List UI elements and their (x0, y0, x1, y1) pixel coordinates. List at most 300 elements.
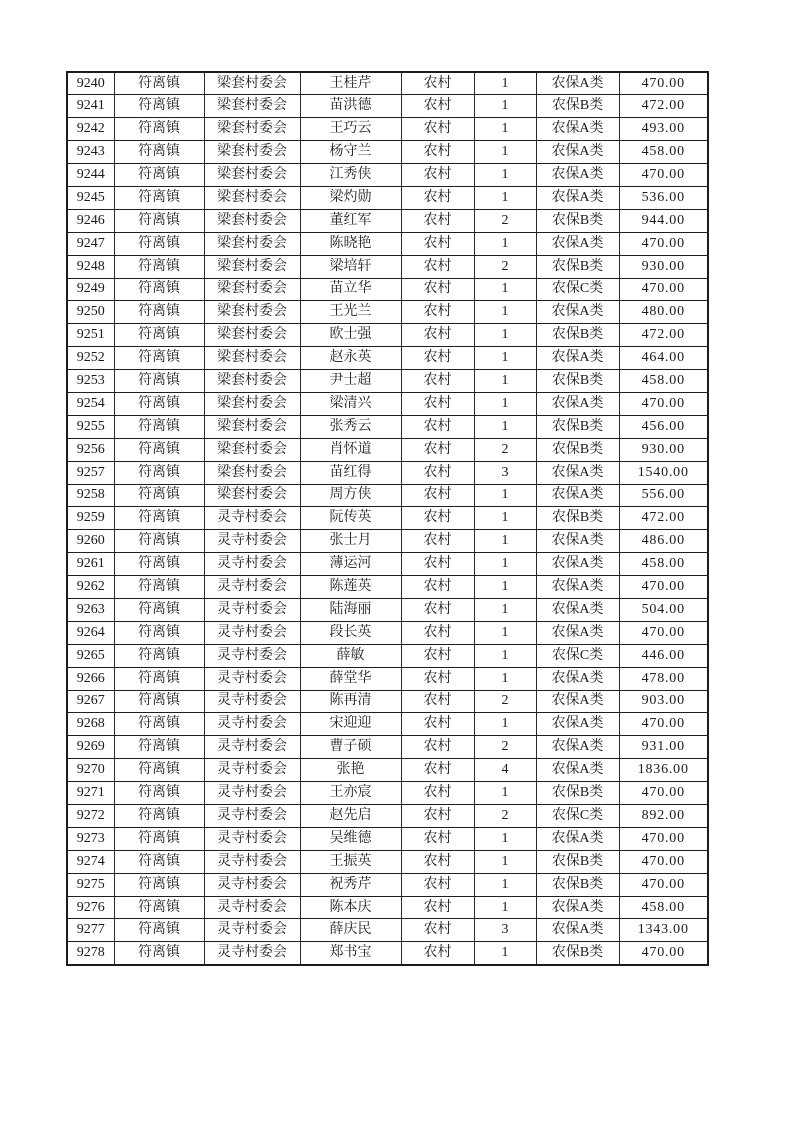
cell-amount: 472.00 (619, 324, 708, 347)
cell-amount: 470.00 (619, 164, 708, 187)
cell-amount: 1836.00 (619, 759, 708, 782)
cell-id: 9256 (67, 438, 114, 461)
cell-town: 符离镇 (114, 95, 204, 118)
cell-village: 灵寺村委会 (204, 782, 300, 805)
cell-town: 符离镇 (114, 484, 204, 507)
cell-person-name: 陈莲英 (300, 576, 401, 599)
cell-town: 符离镇 (114, 759, 204, 782)
cell-id: 9273 (67, 827, 114, 850)
cell-id: 9278 (67, 942, 114, 965)
cell-town: 符离镇 (114, 186, 204, 209)
cell-id: 9251 (67, 324, 114, 347)
cell-id: 9245 (67, 186, 114, 209)
cell-insurance-type: 农保A类 (536, 118, 619, 141)
cell-insurance-type: 农保A类 (536, 759, 619, 782)
cell-id: 9254 (67, 392, 114, 415)
table-row (67, 713, 708, 736)
cell-town: 符离镇 (114, 896, 204, 919)
table-row (67, 644, 708, 667)
records-table-body (67, 72, 708, 965)
cell-person-name: 薛堂华 (300, 667, 401, 690)
table-row (67, 576, 708, 599)
cell-village: 灵寺村委会 (204, 598, 300, 621)
cell-category: 农村 (401, 576, 474, 599)
cell-insurance-type: 农保B类 (536, 415, 619, 438)
cell-town: 符离镇 (114, 278, 204, 301)
cell-insurance-type: 农保A类 (536, 667, 619, 690)
cell-category: 农村 (401, 736, 474, 759)
cell-amount: 464.00 (619, 347, 708, 370)
cell-village: 灵寺村委会 (204, 759, 300, 782)
cell-category: 农村 (401, 644, 474, 667)
cell-insurance-type: 农保A类 (536, 164, 619, 187)
cell-insurance-type: 农保B类 (536, 942, 619, 965)
cell-town: 符离镇 (114, 667, 204, 690)
cell-category: 农村 (401, 621, 474, 644)
cell-amount: 504.00 (619, 598, 708, 621)
cell-count: 1 (474, 667, 536, 690)
cell-category: 农村 (401, 255, 474, 278)
cell-count: 3 (474, 461, 536, 484)
cell-category: 农村 (401, 667, 474, 690)
cell-amount: 930.00 (619, 438, 708, 461)
cell-insurance-type: 农保B类 (536, 507, 619, 530)
table-row (67, 667, 708, 690)
cell-person-name: 江秀侠 (300, 164, 401, 187)
cell-town: 符离镇 (114, 370, 204, 393)
cell-person-name: 尹士超 (300, 370, 401, 393)
table-row (67, 72, 708, 95)
cell-insurance-type: 农保C类 (536, 644, 619, 667)
cell-count: 2 (474, 438, 536, 461)
cell-count: 1 (474, 827, 536, 850)
cell-amount: 478.00 (619, 667, 708, 690)
cell-insurance-type: 农保B类 (536, 255, 619, 278)
cell-village: 梁套村委会 (204, 118, 300, 141)
cell-id: 9261 (67, 553, 114, 576)
cell-id: 9240 (67, 72, 114, 95)
cell-id: 9275 (67, 873, 114, 896)
cell-amount: 470.00 (619, 827, 708, 850)
cell-count: 4 (474, 759, 536, 782)
table-row (67, 164, 708, 187)
cell-id: 9276 (67, 896, 114, 919)
cell-town: 符离镇 (114, 736, 204, 759)
cell-count: 1 (474, 713, 536, 736)
cell-village: 灵寺村委会 (204, 736, 300, 759)
cell-village: 梁套村委会 (204, 484, 300, 507)
cell-person-name: 梁培轩 (300, 255, 401, 278)
cell-amount: 536.00 (619, 186, 708, 209)
cell-id: 9253 (67, 370, 114, 393)
cell-village: 灵寺村委会 (204, 621, 300, 644)
cell-village: 梁套村委会 (204, 164, 300, 187)
cell-insurance-type: 农保B类 (536, 873, 619, 896)
table-row (67, 736, 708, 759)
cell-insurance-type: 农保A类 (536, 598, 619, 621)
cell-village: 梁套村委会 (204, 392, 300, 415)
table-row (67, 141, 708, 164)
table-row (67, 415, 708, 438)
cell-category: 农村 (401, 598, 474, 621)
cell-count: 1 (474, 576, 536, 599)
cell-category: 农村 (401, 118, 474, 141)
cell-id: 9241 (67, 95, 114, 118)
cell-id: 9274 (67, 850, 114, 873)
table-row (67, 392, 708, 415)
cell-count: 1 (474, 392, 536, 415)
cell-town: 符离镇 (114, 805, 204, 828)
cell-category: 农村 (401, 347, 474, 370)
cell-insurance-type: 农保A类 (536, 141, 619, 164)
cell-id: 9277 (67, 919, 114, 942)
cell-person-name: 宋迎迎 (300, 713, 401, 736)
cell-person-name: 王桂芹 (300, 72, 401, 95)
cell-amount: 458.00 (619, 896, 708, 919)
cell-village: 梁套村委会 (204, 278, 300, 301)
cell-amount: 486.00 (619, 530, 708, 553)
cell-amount: 931.00 (619, 736, 708, 759)
cell-category: 农村 (401, 805, 474, 828)
cell-amount: 472.00 (619, 95, 708, 118)
cell-amount: 470.00 (619, 232, 708, 255)
cell-amount: 470.00 (619, 873, 708, 896)
cell-village: 灵寺村委会 (204, 667, 300, 690)
cell-village: 梁套村委会 (204, 209, 300, 232)
cell-count: 1 (474, 141, 536, 164)
table-row (67, 461, 708, 484)
table-row (67, 301, 708, 324)
cell-category: 农村 (401, 370, 474, 393)
cell-insurance-type: 农保A类 (536, 484, 619, 507)
cell-count: 2 (474, 736, 536, 759)
cell-person-name: 吴维德 (300, 827, 401, 850)
cell-count: 2 (474, 805, 536, 828)
cell-count: 1 (474, 553, 536, 576)
cell-person-name: 王光兰 (300, 301, 401, 324)
cell-insurance-type: 农保A类 (536, 576, 619, 599)
cell-person-name: 赵永英 (300, 347, 401, 370)
records-table (66, 71, 709, 966)
cell-insurance-type: 农保A类 (536, 347, 619, 370)
table-row (67, 209, 708, 232)
cell-category: 农村 (401, 530, 474, 553)
cell-insurance-type: 农保C类 (536, 805, 619, 828)
cell-person-name: 肖怀道 (300, 438, 401, 461)
cell-village: 梁套村委会 (204, 72, 300, 95)
cell-person-name: 周方侠 (300, 484, 401, 507)
cell-id: 9258 (67, 484, 114, 507)
cell-category: 农村 (401, 827, 474, 850)
cell-town: 符离镇 (114, 324, 204, 347)
cell-town: 符离镇 (114, 141, 204, 164)
cell-category: 农村 (401, 232, 474, 255)
cell-person-name: 段长英 (300, 621, 401, 644)
cell-count: 1 (474, 232, 536, 255)
cell-village: 灵寺村委会 (204, 919, 300, 942)
cell-insurance-type: 农保A类 (536, 621, 619, 644)
cell-amount: 470.00 (619, 850, 708, 873)
cell-count: 1 (474, 484, 536, 507)
cell-category: 农村 (401, 873, 474, 896)
cell-person-name: 薄运河 (300, 553, 401, 576)
table-row (67, 347, 708, 370)
cell-amount: 472.00 (619, 507, 708, 530)
cell-count: 1 (474, 118, 536, 141)
table-row (67, 95, 708, 118)
cell-person-name: 陈本庆 (300, 896, 401, 919)
cell-village: 灵寺村委会 (204, 690, 300, 713)
table-row (67, 782, 708, 805)
cell-insurance-type: 农保A类 (536, 392, 619, 415)
table-row (67, 186, 708, 209)
cell-village: 灵寺村委会 (204, 713, 300, 736)
cell-insurance-type: 农保A类 (536, 896, 619, 919)
table-row (67, 896, 708, 919)
cell-count: 1 (474, 598, 536, 621)
cell-amount: 493.00 (619, 118, 708, 141)
cell-town: 符离镇 (114, 690, 204, 713)
cell-person-name: 曹子硕 (300, 736, 401, 759)
cell-village: 灵寺村委会 (204, 553, 300, 576)
cell-category: 农村 (401, 553, 474, 576)
cell-village: 灵寺村委会 (204, 507, 300, 530)
cell-insurance-type: 农保A类 (536, 186, 619, 209)
cell-id: 9268 (67, 713, 114, 736)
cell-amount: 930.00 (619, 255, 708, 278)
cell-insurance-type: 农保B类 (536, 782, 619, 805)
cell-village: 灵寺村委会 (204, 850, 300, 873)
cell-id: 9248 (67, 255, 114, 278)
cell-amount: 470.00 (619, 576, 708, 599)
cell-category: 农村 (401, 392, 474, 415)
cell-amount: 458.00 (619, 553, 708, 576)
cell-town: 符离镇 (114, 530, 204, 553)
cell-category: 农村 (401, 461, 474, 484)
cell-town: 符离镇 (114, 576, 204, 599)
cell-category: 农村 (401, 324, 474, 347)
table-row (67, 690, 708, 713)
cell-amount: 470.00 (619, 278, 708, 301)
cell-category: 农村 (401, 278, 474, 301)
cell-amount: 470.00 (619, 621, 708, 644)
table-row (67, 255, 708, 278)
table-row (67, 438, 708, 461)
cell-id: 9265 (67, 644, 114, 667)
cell-count: 1 (474, 301, 536, 324)
cell-insurance-type: 农保B类 (536, 438, 619, 461)
cell-village: 灵寺村委会 (204, 942, 300, 965)
table-row (67, 530, 708, 553)
cell-village: 梁套村委会 (204, 324, 300, 347)
cell-village: 梁套村委会 (204, 232, 300, 255)
cell-insurance-type: 农保A类 (536, 713, 619, 736)
table-row (67, 805, 708, 828)
cell-town: 符离镇 (114, 644, 204, 667)
cell-category: 农村 (401, 896, 474, 919)
cell-id: 9246 (67, 209, 114, 232)
cell-count: 1 (474, 621, 536, 644)
cell-category: 农村 (401, 164, 474, 187)
cell-village: 梁套村委会 (204, 461, 300, 484)
cell-town: 符离镇 (114, 232, 204, 255)
cell-town: 符离镇 (114, 347, 204, 370)
cell-person-name: 王亦宸 (300, 782, 401, 805)
cell-insurance-type: 农保C类 (536, 278, 619, 301)
table-row (67, 278, 708, 301)
cell-town: 符离镇 (114, 209, 204, 232)
cell-town: 符离镇 (114, 72, 204, 95)
cell-category: 农村 (401, 919, 474, 942)
cell-insurance-type: 农保B类 (536, 324, 619, 347)
cell-village: 灵寺村委会 (204, 530, 300, 553)
cell-category: 农村 (401, 759, 474, 782)
cell-amount: 892.00 (619, 805, 708, 828)
cell-insurance-type: 农保A类 (536, 301, 619, 324)
cell-town: 符离镇 (114, 392, 204, 415)
cell-category: 农村 (401, 782, 474, 805)
cell-person-name: 欧士强 (300, 324, 401, 347)
cell-person-name: 陈再清 (300, 690, 401, 713)
cell-person-name: 杨守兰 (300, 141, 401, 164)
cell-village: 梁套村委会 (204, 347, 300, 370)
cell-village: 梁套村委会 (204, 415, 300, 438)
cell-person-name: 张艳 (300, 759, 401, 782)
cell-town: 符离镇 (114, 164, 204, 187)
table-row (67, 484, 708, 507)
cell-insurance-type: 农保B类 (536, 95, 619, 118)
cell-town: 符离镇 (114, 850, 204, 873)
cell-village: 灵寺村委会 (204, 896, 300, 919)
cell-person-name: 赵先启 (300, 805, 401, 828)
cell-person-name: 王振英 (300, 850, 401, 873)
cell-person-name: 苗洪德 (300, 95, 401, 118)
cell-insurance-type: 农保A类 (536, 690, 619, 713)
cell-amount: 470.00 (619, 782, 708, 805)
cell-village: 灵寺村委会 (204, 827, 300, 850)
cell-id: 9267 (67, 690, 114, 713)
cell-id: 9243 (67, 141, 114, 164)
cell-count: 1 (474, 896, 536, 919)
cell-category: 农村 (401, 141, 474, 164)
cell-id: 9244 (67, 164, 114, 187)
cell-person-name: 薛敏 (300, 644, 401, 667)
cell-insurance-type: 农保A类 (536, 827, 619, 850)
cell-person-name: 祝秀芹 (300, 873, 401, 896)
cell-town: 符离镇 (114, 782, 204, 805)
cell-town: 符离镇 (114, 301, 204, 324)
cell-category: 农村 (401, 95, 474, 118)
cell-insurance-type: 农保A类 (536, 553, 619, 576)
cell-person-name: 苗红得 (300, 461, 401, 484)
cell-town: 符离镇 (114, 598, 204, 621)
cell-insurance-type: 农保B类 (536, 370, 619, 393)
cell-village: 灵寺村委会 (204, 873, 300, 896)
cell-town: 符离镇 (114, 873, 204, 896)
cell-person-name: 郑书宝 (300, 942, 401, 965)
cell-insurance-type: 农保A类 (536, 72, 619, 95)
cell-count: 2 (474, 690, 536, 713)
cell-amount: 446.00 (619, 644, 708, 667)
cell-id: 9271 (67, 782, 114, 805)
cell-town: 符离镇 (114, 461, 204, 484)
cell-category: 农村 (401, 942, 474, 965)
table-row (67, 621, 708, 644)
cell-count: 1 (474, 873, 536, 896)
cell-count: 1 (474, 507, 536, 530)
cell-town: 符离镇 (114, 118, 204, 141)
table-row (67, 370, 708, 393)
cell-amount: 458.00 (619, 141, 708, 164)
cell-count: 1 (474, 850, 536, 873)
cell-village: 梁套村委会 (204, 95, 300, 118)
cell-id: 9262 (67, 576, 114, 599)
table-row (67, 232, 708, 255)
table-row (67, 553, 708, 576)
cell-person-name: 阮传英 (300, 507, 401, 530)
cell-village: 灵寺村委会 (204, 644, 300, 667)
cell-amount: 944.00 (619, 209, 708, 232)
cell-town: 符离镇 (114, 621, 204, 644)
cell-amount: 456.00 (619, 415, 708, 438)
cell-person-name: 王巧云 (300, 118, 401, 141)
cell-village: 梁套村委会 (204, 255, 300, 278)
cell-count: 1 (474, 370, 536, 393)
cell-insurance-type: 农保A类 (536, 919, 619, 942)
cell-id: 9263 (67, 598, 114, 621)
cell-town: 符离镇 (114, 553, 204, 576)
cell-category: 农村 (401, 415, 474, 438)
cell-insurance-type: 农保A类 (536, 736, 619, 759)
cell-town: 符离镇 (114, 827, 204, 850)
cell-count: 2 (474, 255, 536, 278)
cell-id: 9247 (67, 232, 114, 255)
table-row (67, 118, 708, 141)
cell-amount: 470.00 (619, 942, 708, 965)
cell-town: 符离镇 (114, 713, 204, 736)
cell-count: 1 (474, 164, 536, 187)
cell-id: 9257 (67, 461, 114, 484)
cell-id: 9260 (67, 530, 114, 553)
cell-person-name: 董红军 (300, 209, 401, 232)
cell-category: 农村 (401, 186, 474, 209)
cell-count: 1 (474, 95, 536, 118)
cell-town: 符离镇 (114, 438, 204, 461)
cell-id: 9270 (67, 759, 114, 782)
cell-insurance-type: 农保A类 (536, 461, 619, 484)
cell-amount: 556.00 (619, 484, 708, 507)
cell-count: 1 (474, 415, 536, 438)
table-row (67, 827, 708, 850)
cell-count: 2 (474, 209, 536, 232)
cell-town: 符离镇 (114, 415, 204, 438)
table-row (67, 507, 708, 530)
cell-amount: 470.00 (619, 713, 708, 736)
cell-amount: 470.00 (619, 72, 708, 95)
cell-amount: 470.00 (619, 392, 708, 415)
cell-village: 灵寺村委会 (204, 805, 300, 828)
cell-village: 梁套村委会 (204, 141, 300, 164)
cell-category: 农村 (401, 209, 474, 232)
cell-id: 9259 (67, 507, 114, 530)
cell-insurance-type: 农保B类 (536, 850, 619, 873)
cell-amount: 1540.00 (619, 461, 708, 484)
cell-town: 符离镇 (114, 507, 204, 530)
cell-category: 农村 (401, 72, 474, 95)
cell-amount: 480.00 (619, 301, 708, 324)
cell-village: 灵寺村委会 (204, 576, 300, 599)
cell-category: 农村 (401, 850, 474, 873)
